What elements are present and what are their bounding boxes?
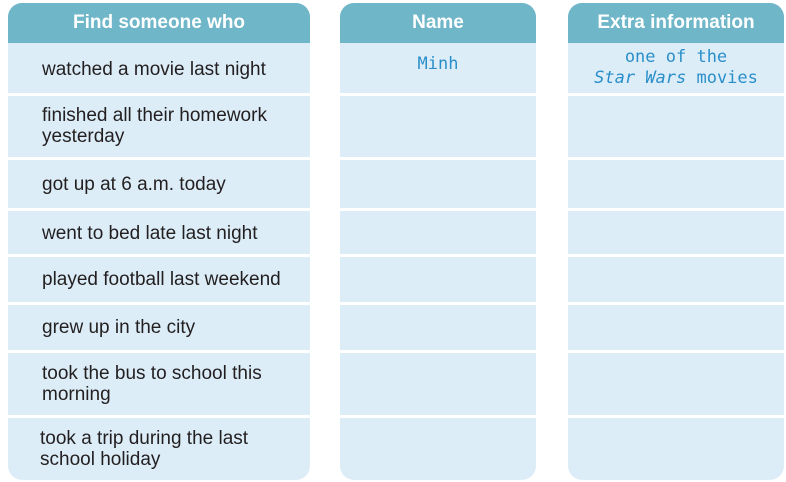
table-row <box>8 43 310 96</box>
find-someone-header: Find someone who <box>8 3 310 43</box>
table-row <box>8 353 310 418</box>
extra-movie-title: Star Wars <box>594 68 687 88</box>
extra-cell[interactable] <box>568 257 784 305</box>
name-cell[interactable] <box>340 43 536 96</box>
name-rows <box>340 43 536 480</box>
extra-cell[interactable] <box>568 418 784 480</box>
prompt-cell: took a trip during the last school holiday <box>40 428 249 470</box>
extra-cell[interactable] <box>568 305 784 353</box>
name-cell[interactable] <box>340 96 536 160</box>
name-value: Minh <box>417 54 459 74</box>
extra-information-header: Extra information <box>568 3 784 43</box>
extra-value <box>568 43 784 89</box>
table-row <box>8 211 310 257</box>
table-row <box>8 96 310 160</box>
extra-rows <box>568 43 784 480</box>
name-cell[interactable] <box>340 353 536 418</box>
prompt-cell: took the bus to school this morning <box>42 363 262 405</box>
extra-cell[interactable] <box>568 353 784 418</box>
prompt-cell: watched a movie last night <box>42 59 266 80</box>
table-row <box>8 257 310 305</box>
prompt-cell: played football last weekend <box>42 269 281 290</box>
find-someone-column <box>8 3 310 480</box>
prompt-cell: went to bed late last night <box>42 223 258 244</box>
name-cell[interactable] <box>340 418 536 480</box>
name-cell[interactable] <box>340 305 536 353</box>
extra-line-1: one of the <box>624 47 728 67</box>
name-cell[interactable] <box>340 160 536 211</box>
table-row <box>8 418 310 480</box>
extra-cell[interactable] <box>568 43 784 96</box>
prompt-cell: grew up in the city <box>42 317 196 338</box>
prompt-cell: finished all their homework yesterday <box>42 105 267 147</box>
extra-information-column <box>568 3 784 480</box>
extra-cell[interactable] <box>568 160 784 211</box>
name-header: Name <box>340 3 536 43</box>
extra-cell[interactable] <box>568 211 784 257</box>
prompt-cell: got up at 6 a.m. today <box>42 174 226 195</box>
extra-cell[interactable] <box>568 96 784 160</box>
name-cell[interactable] <box>340 257 536 305</box>
name-column <box>340 3 536 480</box>
table-row <box>8 305 310 353</box>
table-row <box>8 160 310 211</box>
extra-line-2 <box>568 68 784 89</box>
extra-line-2-rest: movies <box>686 68 758 88</box>
prompt-rows <box>8 43 310 480</box>
name-cell[interactable] <box>340 211 536 257</box>
